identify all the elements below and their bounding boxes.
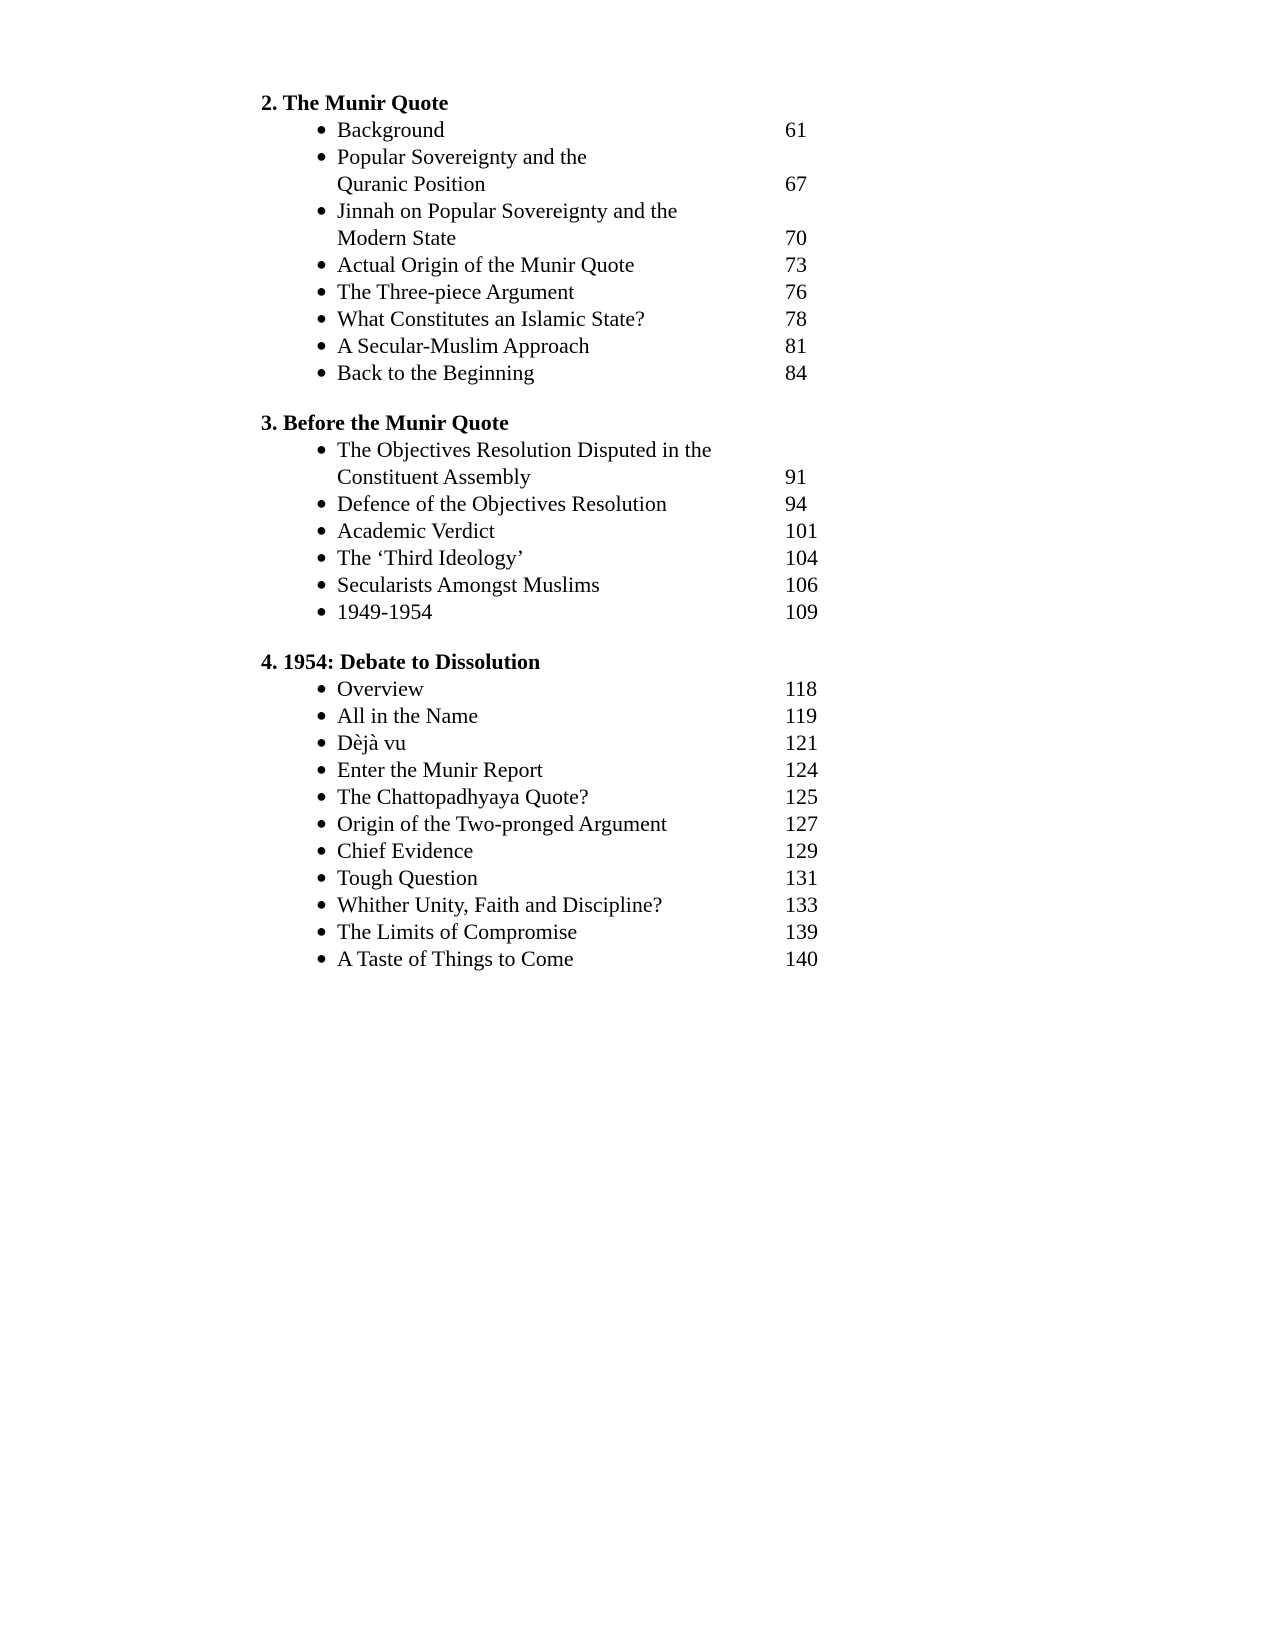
toc-page-number: 124 — [785, 757, 818, 782]
bullet-icon: ● — [316, 362, 327, 382]
bullet-icon: ● — [316, 335, 327, 355]
table-of-contents — [261, 89, 861, 995]
toc-entry — [261, 332, 861, 359]
toc-entry-title-line: The Three-piece Argument — [337, 279, 575, 304]
toc-entry-title-line: Origin of the Two-pronged Argument — [337, 811, 668, 836]
bullet-icon: ● — [316, 281, 327, 301]
toc-entry-title-line: Background — [337, 117, 445, 142]
toc-page-number: 73 — [785, 252, 807, 277]
bullet-icon: ● — [316, 119, 327, 139]
bullet-icon: ● — [316, 705, 327, 725]
toc-entry-title-line: All in the Name — [337, 703, 479, 728]
toc-page-number: 101 — [785, 518, 818, 543]
toc-entry — [261, 517, 861, 544]
toc-entry — [261, 702, 861, 729]
toc-entry-title-line: Secularists Amongst Muslims — [337, 572, 600, 597]
toc-entry-title-line: 1949-1954 — [337, 599, 433, 624]
toc-entry-title-line: The Chattopadhyaya Quote? — [337, 784, 589, 809]
toc-entry-list — [261, 436, 861, 625]
toc-entry — [261, 571, 861, 598]
bullet-icon: ● — [316, 678, 327, 698]
toc-entry-list — [261, 116, 861, 386]
toc-entry — [261, 837, 861, 864]
toc-entry-title-line: Academic Verdict — [337, 518, 495, 543]
bullet-icon: ● — [316, 254, 327, 274]
toc-entry — [261, 544, 861, 571]
bullet-icon: ● — [316, 732, 327, 752]
bullet-icon: ● — [316, 867, 327, 887]
bullet-icon: ● — [316, 813, 327, 833]
chapter-title: 3. Before the Munir Quote — [261, 410, 509, 435]
toc-page-number: 133 — [785, 892, 818, 917]
bullet-icon: ● — [316, 308, 327, 328]
bullet-icon: ● — [316, 547, 327, 567]
toc-page-number: 94 — [785, 491, 807, 516]
toc-page-number: 139 — [785, 919, 818, 944]
toc-entry-title-line: A Taste of Things to Come — [337, 946, 574, 971]
chapter-title: 2. The Munir Quote — [261, 90, 449, 115]
toc-entry-title-line: Dèjà vu — [337, 730, 407, 755]
bullet-icon: ● — [316, 786, 327, 806]
toc-entry-title-line: Back to the Beginning — [337, 360, 535, 385]
toc-page-number: 81 — [785, 333, 807, 358]
toc-page-number: 84 — [785, 360, 807, 385]
toc-entry — [261, 756, 861, 783]
toc-page-number: 106 — [785, 572, 818, 597]
toc-entry-title-line: The ‘Third Ideology’ — [337, 545, 524, 570]
toc-page-number: 118 — [785, 676, 818, 701]
toc-entry — [261, 891, 861, 918]
toc-page-number: 76 — [785, 279, 807, 304]
toc-entry-title-line: Chief Evidence — [337, 838, 474, 863]
toc-entry — [261, 864, 861, 891]
bullet-icon: ● — [316, 493, 327, 513]
toc-entry — [261, 810, 861, 837]
toc-entry — [261, 436, 861, 490]
toc-page-number: 70 — [785, 225, 807, 250]
toc-entry — [261, 675, 861, 702]
bullet-icon: ● — [316, 146, 327, 166]
toc-page-number: 125 — [785, 784, 818, 809]
toc-entry — [261, 918, 861, 945]
bullet-icon: ● — [316, 948, 327, 968]
bullet-icon: ● — [316, 200, 327, 220]
toc-page-number: 131 — [785, 865, 818, 890]
bullet-icon: ● — [316, 439, 327, 459]
toc-entry — [261, 278, 861, 305]
toc-page-number: 119 — [785, 703, 818, 728]
bullet-icon: ● — [316, 894, 327, 914]
toc-entry — [261, 251, 861, 278]
toc-entry-title-line: Constituent Assembly — [337, 464, 531, 489]
bullet-icon: ● — [316, 520, 327, 540]
toc-entry-title-line: A Secular-Muslim Approach — [337, 333, 590, 358]
toc-entry-title-line: Actual Origin of the Munir Quote — [337, 252, 635, 277]
toc-entry-title-line: Enter the Munir Report — [337, 757, 543, 782]
toc-entry-list — [261, 675, 861, 972]
toc-entry-title-line: Quranic Position — [337, 171, 486, 196]
toc-entry-title-line: The Limits of Compromise — [337, 919, 578, 944]
toc-entry — [261, 945, 861, 972]
toc-entry-title-line: Jinnah on Popular Sovereignty and the — [337, 198, 678, 223]
chapter-section — [261, 648, 861, 972]
toc-entry — [261, 783, 861, 810]
toc-page-number: 127 — [785, 811, 818, 836]
toc-page-number: 109 — [785, 599, 818, 624]
toc-page-number: 61 — [785, 117, 807, 142]
bullet-icon: ● — [316, 574, 327, 594]
toc-entry-title-line: Whither Unity, Faith and Discipline? — [337, 892, 663, 917]
toc-entry-title-line: Modern State — [337, 225, 457, 250]
toc-entry — [261, 197, 861, 251]
toc-entry — [261, 305, 861, 332]
bullet-icon: ● — [316, 601, 327, 621]
toc-entry — [261, 143, 861, 197]
toc-entry-title-line: The Objectives Resolution Disputed in the — [337, 437, 712, 462]
toc-entry — [261, 116, 861, 143]
toc-entry-title-line: Defence of the Objectives Resolution — [337, 491, 667, 516]
bullet-icon: ● — [316, 759, 327, 779]
bullet-icon: ● — [316, 840, 327, 860]
toc-entry-title-line: Popular Sovereignty and the — [337, 144, 587, 169]
toc-page-number: 78 — [785, 306, 807, 331]
chapter-title: 4. 1954: Debate to Dissolution — [261, 649, 541, 674]
toc-page-number: 67 — [785, 171, 807, 196]
toc-page-number: 104 — [785, 545, 818, 570]
toc-entry-title-line: What Constitutes an Islamic State? — [337, 306, 645, 331]
bullet-icon: ● — [316, 921, 327, 941]
toc-entry-title-line: Tough Question — [337, 865, 478, 890]
toc-entry — [261, 490, 861, 517]
toc-page-number: 91 — [785, 464, 807, 489]
toc-entry — [261, 598, 861, 625]
toc-entry-title-line: Overview — [337, 676, 424, 701]
toc-page-number: 140 — [785, 946, 818, 971]
chapter-section — [261, 409, 861, 625]
toc-page-number: 129 — [785, 838, 818, 863]
toc-entry — [261, 359, 861, 386]
chapter-section — [261, 89, 861, 386]
toc-entry — [261, 729, 861, 756]
toc-page-number: 121 — [785, 730, 818, 755]
